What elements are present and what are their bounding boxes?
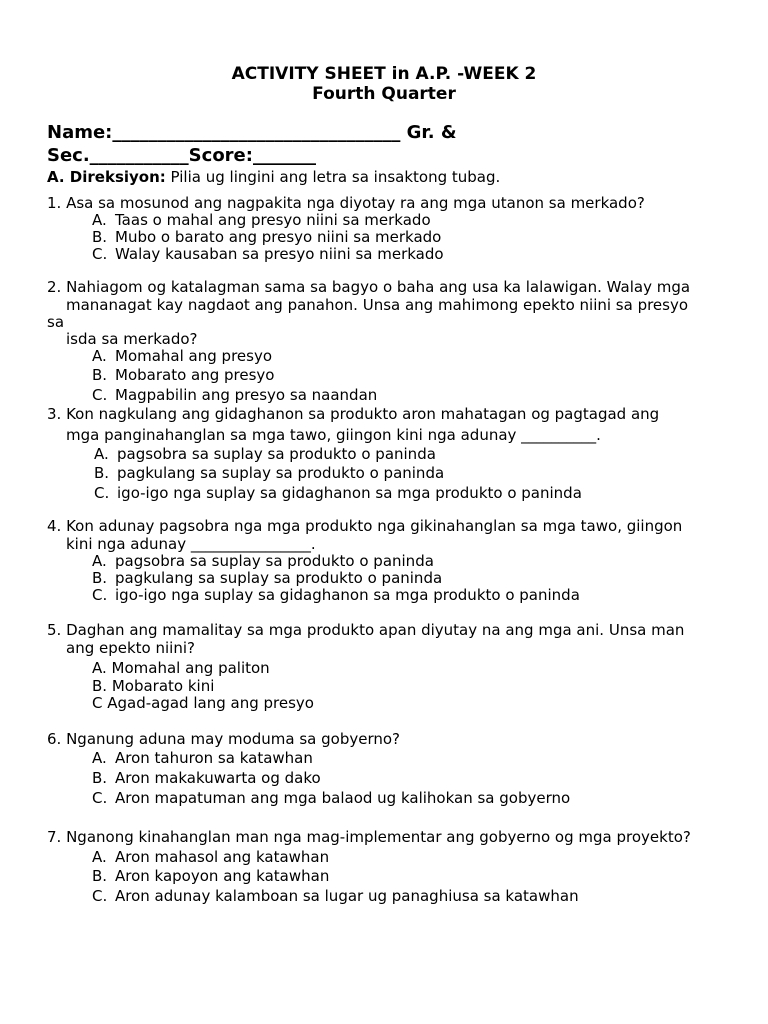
option-text: Taas o mahal ang presyo niini sa merkado [115,211,431,229]
title-line-2: Fourth Quarter [312,84,456,104]
option-letter: C. [94,484,110,502]
option-text: Walay kausaban sa presyo niini sa merkado [115,245,444,263]
option-text: pagsobra sa suplay sa produkto o paninda [115,552,434,570]
question-text: 4. Kon adunay pagsobra nga mga produkto nga gikinahanglan sa mga tawo, giingon [47,517,683,535]
question-text: mananagat kay nagdaot ang panahon. Unsa ang mahimong epekto niini sa presyo [66,296,689,314]
option-letter: B. [92,366,108,384]
question-text: 5. Daghan ang mamalitay sa mga produkto apan diyutay na ang mga ani. Unsa man [47,621,685,639]
question-text: 2. Nahiagom og katalagman sama sa bagyo o baha ang usa ka lalawigan. Walay mga [47,278,691,296]
question-text: 7. Nganong kinahanglan man nga mag-implementar ang gobyerno og mga proyekto? [47,828,691,846]
option-letter: A. [92,749,107,767]
option-text: Aron tahuron sa katawhan [115,749,313,767]
option-text: pagkulang sa suplay sa produkto o paninda [115,569,443,587]
option-letter: A. [92,848,107,866]
title-line-1: ACTIVITY SHEET in A.P. -WEEK 2 [231,64,537,84]
option-text: pagsobra sa suplay sa produkto o paninda [117,445,436,463]
option-text: pagkulang sa suplay sa produkto o paninda [117,464,445,482]
option-letter: A. [92,211,107,229]
question-text: 1. Asa sa mosunod ang nagpakita nga diyotay ra ang mga utanon sa merkado? [47,194,645,212]
question-text: kini nga adunay ________________. [66,535,316,553]
section-score-line: Sec.___________Score:_______ [47,145,316,166]
directions-text: Pilia ug lingini ang letra sa insaktong tubag. [165,168,501,186]
question-text: sa [47,313,65,331]
option-c[interactable]: C Agad-agad lang ang presyo [92,694,314,712]
option-text: Mobarato ang presyo [115,366,275,384]
option-letter: B. [94,464,110,482]
question-text: 3. Kon nagkulang ang gidaghanon sa produkto aron mahatagan og pagtagad ang [47,405,660,423]
option-text: Aron adunay kalamboan sa lugar ug panaghiusa sa katawhan [115,887,579,905]
option-letter: C. [92,789,108,807]
directions-label: A. Direksiyon: [47,168,166,186]
option-letter: B. [92,867,108,885]
option-letter: C. [92,386,108,404]
directions [47,168,500,186]
option-text: Mubo o barato ang presyo niini sa merkado [115,228,442,246]
option-text: igo-igo nga suplay sa gidaghanon sa mga produkto o paninda [117,484,582,502]
option-a[interactable]: A. Momahal ang paliton [92,659,270,677]
option-letter: B. [92,569,108,587]
option-letter: B. [92,769,108,787]
option-letter: C. [92,586,108,604]
question-text: ang epekto niini? [66,639,195,657]
question-text: isda sa merkado? [66,330,198,348]
question-text: mga panginahanglan sa mga tawo, giingon kini nga adunay __________. [66,426,601,444]
option-letter: B. [92,228,108,246]
option-letter: C. [92,887,108,905]
option-letter: A. [94,445,109,463]
option-text: Aron mapatuman ang mga balaod ug kalihokan sa gobyerno [115,789,571,807]
option-letter: A. [92,552,107,570]
question-text: 6. Nganung aduna may moduma sa gobyerno? [47,730,400,748]
option-b[interactable]: B. Mobarato kini [92,677,215,695]
option-text: Aron makakuwarta og dako [115,769,321,787]
option-text: igo-igo nga suplay sa gidaghanon sa mga produkto o paninda [115,586,580,604]
option-letter: C. [92,245,108,263]
option-text: Momahal ang presyo [115,347,273,365]
name-grade-line: Name:________________________________ Gr. & [47,122,457,143]
option-text: Magpabilin ang presyo sa naandan [115,386,378,404]
option-text: Aron kapoyon ang katawhan [115,867,330,885]
option-text: Aron mahasol ang katawhan [115,848,330,866]
option-letter: A. [92,347,107,365]
